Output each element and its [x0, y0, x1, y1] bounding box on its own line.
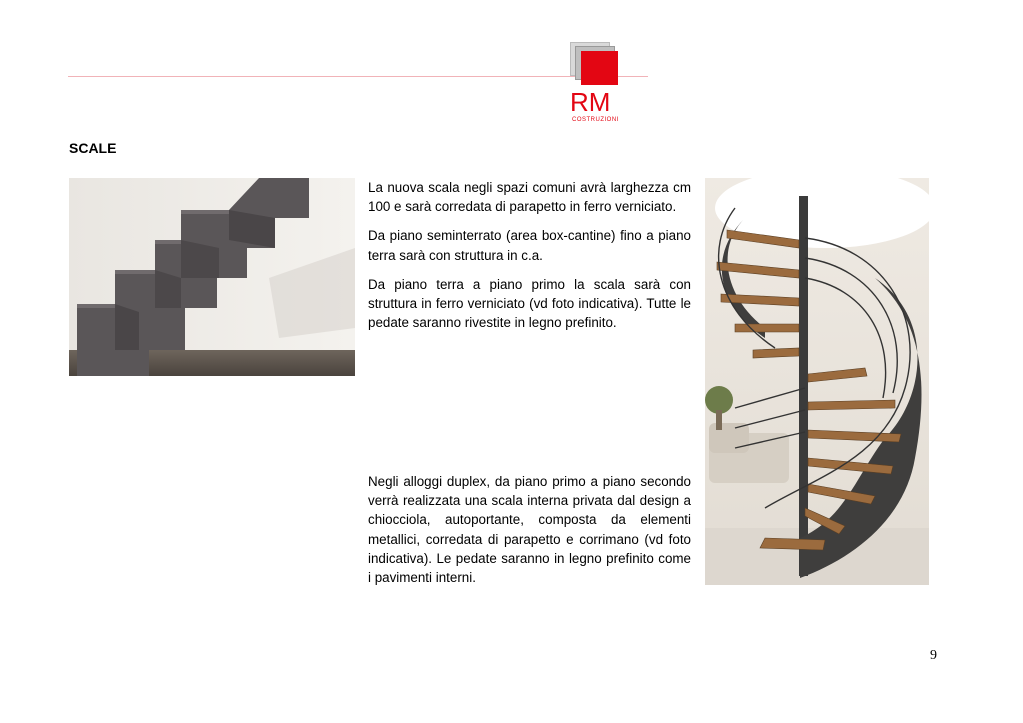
paragraph-stair-ground: Da piano terra a piano primo la scala sarà con struttura in ferro verniciato (vd foto indicativa). Tutte le pedate saranno rivestite in legno prefinito.: [368, 276, 691, 331]
logo-square-front: [581, 51, 618, 85]
text-column-top: [368, 178, 691, 342]
page-number: 9: [930, 648, 937, 663]
paragraph-stair-duplex: Negli alloggi duplex, da piano primo a piano secondo verrà realizzata una scala interna privata dal design a chiocciola, autoportante, composta da elementi metallici, corredata di parapetto e corrimano (vd foto indicativa). Le pedate saranno in legno prefinito come i pavimenti interni.: [368, 474, 691, 586]
text-column-bottom: [368, 472, 691, 597]
logo-brand: RM: [570, 87, 611, 117]
section-title: SCALE: [69, 140, 117, 156]
spiral-staircase-photo: [705, 178, 929, 585]
header-line: [68, 76, 648, 77]
paragraph-stair-basement: Da piano seminterrato (area box-cantine) fino a piano terra sarà con struttura in c.a.: [368, 228, 691, 263]
folded-steel-staircase-photo: [69, 178, 355, 376]
company-logo: [566, 42, 626, 128]
logo-subtitle: COSTRUZIONI: [572, 117, 619, 123]
paragraph-stair-common: La nuova scala negli spazi comuni avrà larghezza cm 100 e sarà corredata di parapetto in ferro verniciato.: [368, 180, 691, 215]
